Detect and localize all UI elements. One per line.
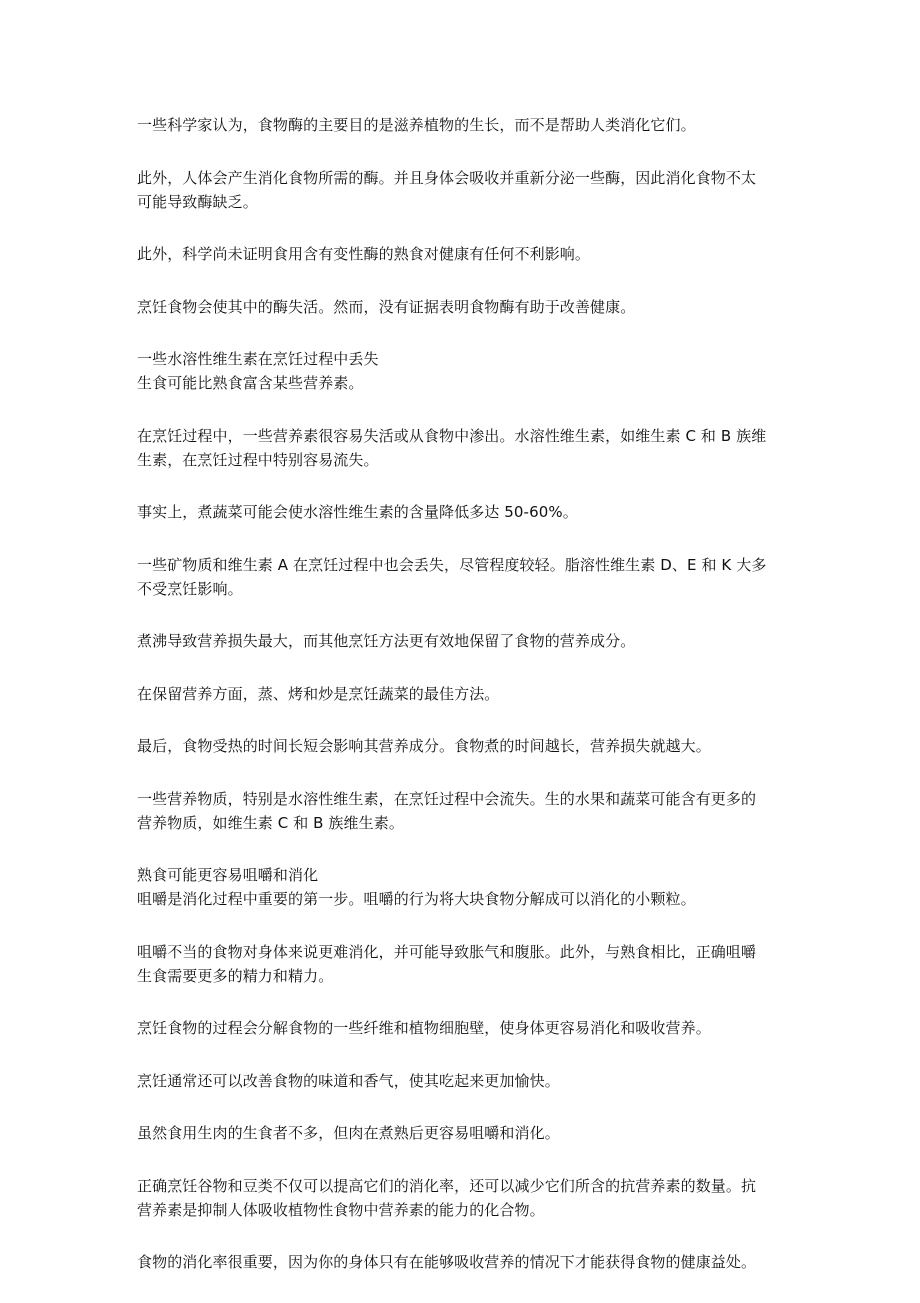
text-line: 最后，食物受热的时间长短会影响其营养成分。食物煮的时间越长，营养损失就越大。 (137, 737, 711, 755)
text-line: 一些营养物质，特别是水溶性维生素，在烹饪过程中会流失。生的水果和蔬菜可能含有更多的 (137, 789, 757, 808)
section-heading: 熟食可能更容易咀嚼和消化 (137, 866, 319, 884)
text-line: 一些科学家认为，食物酶的主要目的是滋养植物的生长，而不是帮助人类消化它们。 (137, 116, 696, 134)
paragraph-16 (137, 1069, 787, 1093)
paragraph-12 (137, 787, 787, 835)
paragraph-14 (137, 940, 787, 988)
text-line: 一些矿物质和维生素 A 在烹饪过程中也会丢失，尽管程度较轻。脂溶性维生素 D、E 和 K 大多 (137, 555, 767, 574)
text-line: 咀嚼不当的食物对身体来说更难消化，并可能导致胀气和腹胀。此外，与熟食相比，正确咀嚼 (137, 942, 757, 961)
text-line: 营养物质，如维生素 C 和 B 族维生素。 (137, 813, 404, 832)
section-heading: 一些水溶性维生素在烹饪过程中丢失 (137, 350, 379, 368)
paragraph-10 (137, 682, 787, 706)
paragraph-7 (137, 500, 787, 524)
text-line: 食物的消化率很重要，因为你的身体只有在能够吸收营养的情况下才能获得食物的健康益处。 (137, 1253, 757, 1271)
paragraph-8 (137, 553, 787, 601)
paragraph-9 (137, 629, 787, 653)
text-line: 此外，人体会产生消化食物所需的酶。并且身体会吸收并重新分泌一些酶，因此消化食物不太 (137, 168, 757, 187)
text-line: 生食需要更多的精力和精力。 (137, 966, 334, 985)
document-page (137, 113, 787, 1303)
text-line: 烹饪通常还可以改善食物的味道和香气，使其吃起来更加愉快。 (137, 1071, 560, 1090)
paragraph-6 (137, 424, 787, 472)
paragraph-13 (137, 863, 787, 911)
text-line: 营养素是抑制人体吸收植物性食物中营养素的能力的化合物。 (137, 1200, 545, 1219)
text-line: 咀嚼是消化过程中重要的第一步。咀嚼的行为将大块食物分解成可以消化的小颗粒。 (137, 890, 696, 908)
text-line: 在保留营养方面，蒸、烤和炒是烹饪蔬菜的最佳方法。 (137, 684, 500, 703)
paragraph-15 (137, 1016, 787, 1040)
paragraph-5 (137, 347, 787, 395)
text-line: 在烹饪过程中，一些营养素很容易失活或从食物中渗出。水溶性维生素，如维生素 C 和 B 族维 (137, 426, 767, 445)
text-line: 生食可能比熟食富含某些营养素。 (137, 374, 364, 392)
text-line: 烹饪食物的过程会分解食物的一些纤维和植物细胞壁，使身体更容易消化和吸收营养。 (137, 1019, 711, 1037)
paragraph-18 (137, 1174, 787, 1222)
paragraph-2 (137, 166, 787, 214)
paragraph-19 (137, 1250, 787, 1274)
paragraph-11 (137, 734, 787, 758)
text-line: 生素，在烹饪过程中特别容易流失。 (137, 450, 379, 469)
paragraph-1 (137, 113, 787, 137)
text-line: 此外，科学尚未证明食用含有变性酶的熟食对健康有任何不利影响。 (137, 245, 591, 263)
text-line: 不受烹饪影响。 (137, 579, 243, 598)
text-line: 烹饪食物会使其中的酶失活。然而，没有证据表明食物酶有助于改善健康。 (137, 297, 636, 316)
text-line: 煮沸导致营养损失最大，而其他烹饪方法更有效地保留了食物的营养成分。 (137, 632, 636, 650)
paragraph-3 (137, 242, 787, 266)
text-line: 事实上，煮蔬菜可能会使水溶性维生素的含量降低多达 50-60%。 (137, 503, 578, 521)
text-line: 可能导致酶缺乏。 (137, 192, 258, 211)
text-line: 虽然食用生肉的生食者不多，但肉在煮熟后更容易咀嚼和消化。 (137, 1124, 560, 1142)
text-line: 正确烹饪谷物和豆类不仅可以提高它们的消化率，还可以减少它们所含的抗营养素的数量。抗 (137, 1176, 757, 1195)
paragraph-4 (137, 295, 787, 319)
paragraph-17 (137, 1121, 787, 1145)
